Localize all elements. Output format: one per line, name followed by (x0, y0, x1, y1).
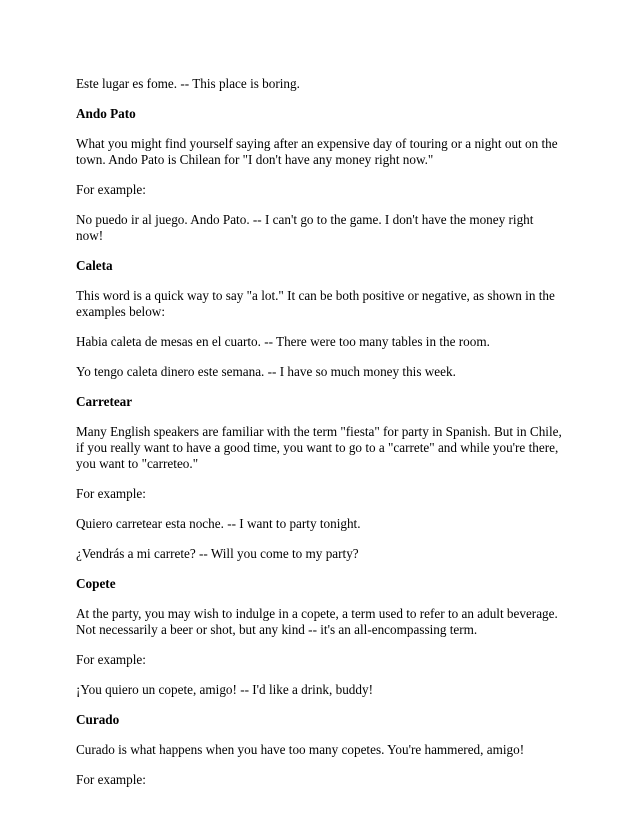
paragraph: Many English speakers are familiar with the term "fiesta" for party in Spanish. But in Chile, if you really want to have a good time, you want to go to a "carrete" and while you're there, you want to "carreteo." (76, 424, 562, 471)
paragraph: For example: (76, 182, 146, 197)
paragraph: For example: (76, 486, 146, 501)
paragraph: No puedo ir al juego. Ando Pato. -- I can't go to the game. I don't have the money right now! (76, 212, 534, 243)
section-heading: Curado (76, 712, 120, 727)
paragraph: This word is a quick way to say "a lot." It can be both positive or negative, as shown in the examples below: (76, 288, 555, 319)
section-heading: Ando Pato (76, 106, 136, 121)
section-heading: Carretear (76, 394, 133, 409)
paragraph: At the party, you may wish to indulge in a copete, a term used to refer to an adult beverage. Not necessarily a beer or shot, but any kind -- it's an all-encompassing term. (76, 606, 558, 637)
paragraph: For example: (76, 652, 146, 667)
paragraph: Quiero carretear esta noche. -- I want to party tonight. (76, 516, 361, 531)
document-body (76, 76, 562, 802)
paragraph: Habia caleta de mesas en el cuarto. -- There were too many tables in the room. (76, 334, 490, 349)
paragraph: For example: (76, 772, 146, 787)
section-heading: Copete (76, 576, 116, 591)
paragraph: Este lugar es fome. -- This place is boring. (76, 76, 300, 91)
paragraph: ¿Vendrás a mi carrete? -- Will you come to my party? (76, 546, 359, 561)
paragraph: Yo tengo caleta dinero este semana. -- I have so much money this week. (76, 364, 456, 379)
section-heading: Caleta (76, 258, 113, 273)
paragraph: Curado is what happens when you have too many copetes. You're hammered, amigo! (76, 742, 525, 757)
paragraph: What you might find yourself saying after an expensive day of touring or a night out on the town. Ando Pato is Chilean for "I don't have any money right now." (76, 136, 558, 167)
paragraph: ¡You quiero un copete, amigo! -- I'd like a drink, buddy! (76, 682, 373, 697)
